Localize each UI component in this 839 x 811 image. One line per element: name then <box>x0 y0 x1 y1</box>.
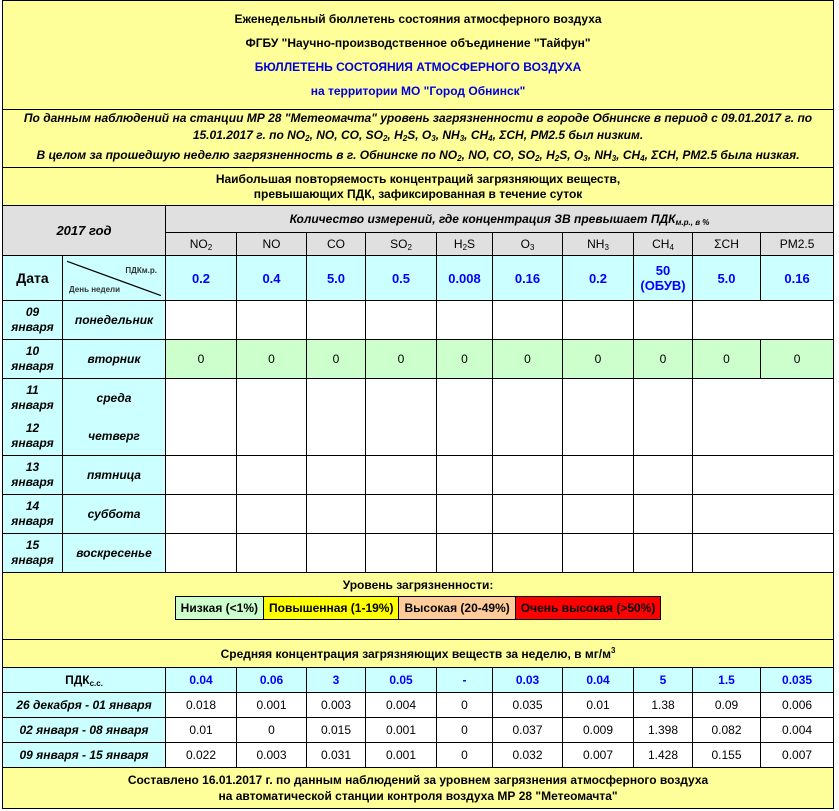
pollutant-2: CO <box>492 148 511 162</box>
pollutant-header-2 <box>307 233 366 256</box>
day-value-cell <box>237 417 307 456</box>
average-row <box>3 743 834 768</box>
pdk-cc-value: - <box>437 668 493 693</box>
day-value-cell: 0 <box>493 340 563 379</box>
average-value: 1.428 <box>634 743 693 768</box>
average-period: 02 января - 08 января <box>3 718 166 743</box>
day-value-cell <box>437 417 493 456</box>
summary-block <box>3 110 834 168</box>
repeatability-title <box>3 168 834 206</box>
average-value: 0.001 <box>366 743 437 768</box>
day-value-cell <box>761 534 834 573</box>
day-value-cell: 0 <box>634 340 693 379</box>
bulletin-header <box>3 1 834 110</box>
average-value: 0.035 <box>493 693 563 718</box>
table-row <box>3 379 834 418</box>
pollutant-header-5 <box>493 233 563 256</box>
pollutant-name-subscript: 2 <box>407 242 412 252</box>
pollutant-0: $NO_2$ <box>439 148 462 163</box>
day-value-cell <box>634 301 693 340</box>
pdk-cc-label-sub: с.с. <box>89 678 103 688</box>
average-value: 0.004 <box>366 693 437 718</box>
day-value-cell <box>237 301 307 340</box>
day-value-cell <box>166 301 237 340</box>
day-value-cell <box>366 534 437 573</box>
day-value-cell <box>237 456 307 495</box>
pollutant-header-0 <box>166 233 237 256</box>
summary-part-1: По данным наблюдений на станции МР 28 "Метеомачта" уровень загрязненности в городе Обнинске в период с 09.01.2017 г. по 15.01.2017 г. по <box>23 111 813 142</box>
pdk-cc-value: 0.04 <box>563 668 634 693</box>
diagonal-top-label: ПДКм.р. <box>125 266 157 275</box>
pollutant-3-subscript: 2 <box>534 154 540 163</box>
day-date: 11 января <box>3 379 63 418</box>
table-row <box>3 340 834 379</box>
average-period: 09 января - 15 января <box>3 743 166 768</box>
day-value-cell <box>693 379 761 418</box>
day-value-cell <box>634 495 693 534</box>
pdk-cc-value: 0.03 <box>493 668 563 693</box>
day-value-cell <box>166 379 237 418</box>
pollutant-2: CO <box>340 128 359 142</box>
table-row <box>3 301 834 340</box>
pdk-cc-value: 0.06 <box>237 668 307 693</box>
legend-item-elevated: Повышенная (1-19%) <box>264 597 399 620</box>
day-value-cell <box>563 456 634 495</box>
pdk-mr-value: 0.16 <box>493 256 563 301</box>
day-value-cell <box>693 301 761 340</box>
header-line-3: БЮЛЛЕТЕНЬ СОСТОЯНИЯ АТМОСФЕРНОГО ВОЗДУХА <box>254 60 582 74</box>
pollutant-name: $CH_4$ <box>652 236 674 252</box>
pollutant-name: $H_2S$ <box>453 236 476 252</box>
averages-title-sup: 3 <box>610 646 616 655</box>
day-value-cell: 0 <box>166 340 237 379</box>
date-column-label: Дата <box>3 256 63 301</box>
day-value-cell <box>563 534 634 573</box>
legend-item-very-high: Очень высокая (>50%) <box>515 597 661 620</box>
pdk-cc-label-text: ПДК <box>65 672 90 687</box>
day-value-cell <box>634 417 693 456</box>
repeatability-title-line-1: Наибольшая повторяемость концентраций загрязняющих веществ, <box>215 171 621 186</box>
average-value: 1.38 <box>634 693 693 718</box>
day-value-cell <box>366 417 437 456</box>
average-value: 0.004 <box>761 718 834 743</box>
pollutant-header-3 <box>366 233 437 256</box>
pollutant-name: ΣCH <box>714 237 739 251</box>
average-value: 0 <box>437 718 493 743</box>
pollutant-7: $CH_4$ <box>622 148 645 163</box>
day-value-cell <box>693 417 761 456</box>
pollutant-9: PM2.5 <box>530 128 566 142</box>
day-name: понедельник <box>63 301 166 340</box>
day-value-cell <box>761 495 834 534</box>
pdk-mr-value: 0.5 <box>366 256 437 301</box>
average-value: 0.01 <box>563 693 634 718</box>
pollutant-3: $SO_2$ <box>365 128 388 143</box>
pdk-cc-value: 0.04 <box>166 668 237 693</box>
pollutant-6: $NH_3$ <box>442 128 465 143</box>
summary-text-1 <box>3 110 833 147</box>
day-value-cell <box>166 417 237 456</box>
day-value-cell <box>307 456 366 495</box>
average-value: 0.01 <box>166 718 237 743</box>
pollutant-list: $NO_2$, NO, CO, $SO_2$, $H_2S$, $O_3$, $NH_3$, $CH_4$, ΣCH, PM2.5 <box>439 148 718 163</box>
average-value: 0.031 <box>307 743 366 768</box>
day-value-cell <box>437 301 493 340</box>
day-value-cell <box>166 456 237 495</box>
day-value-cell: 0 <box>237 340 307 379</box>
day-value-cell <box>761 301 834 340</box>
table-row <box>3 417 834 456</box>
pollutant-6: $NH_3$ <box>594 148 617 163</box>
day-name: воскресенье <box>63 534 166 573</box>
day-value-cell <box>166 534 237 573</box>
day-value-cell: 0 <box>307 340 366 379</box>
average-value: 0.09 <box>693 693 761 718</box>
pollutant-4-subscript: 2 <box>402 134 408 143</box>
pollution-level-legend <box>3 573 834 640</box>
day-value-cell <box>761 417 834 456</box>
pollutant-name-subscript: 2 <box>462 242 468 252</box>
day-value-cell <box>307 301 366 340</box>
day-name: четверг <box>63 417 166 456</box>
pdk-cc-value: 0.05 <box>366 668 437 693</box>
day-value-cell <box>563 417 634 456</box>
day-date: 13 января <box>3 456 63 495</box>
legend-item-low: Низкая (<1%) <box>175 597 263 620</box>
average-value: 0.155 <box>693 743 761 768</box>
table-row <box>3 456 834 495</box>
header-line-4: на территории МО "Город Обнинск" <box>310 84 526 98</box>
day-date: 15 января <box>3 534 63 573</box>
average-value: 0.082 <box>693 718 761 743</box>
count-header-sub: м.р., в % <box>675 217 710 227</box>
legend-title: Уровень загрязненности: <box>342 578 494 592</box>
day-value-cell <box>634 534 693 573</box>
day-value-cell <box>563 379 634 418</box>
day-value-cell <box>563 301 634 340</box>
pollutant-name: $SO_2$ <box>390 236 412 252</box>
pollutant-name-subscript: 2 <box>207 242 213 252</box>
day-value-cell: 0 <box>563 340 634 379</box>
day-name: среда <box>63 379 166 418</box>
pollutant-header-4 <box>437 233 493 256</box>
pollutant-8: ΣCH <box>651 148 676 162</box>
day-value-cell <box>307 379 366 418</box>
pollutant-1: NO <box>468 148 487 162</box>
pdk-mr-value: 0.4 <box>237 256 307 301</box>
pollutant-5: $O_3$ <box>421 128 436 143</box>
pollutant-name: $NH_3$ <box>587 236 609 252</box>
pdk-cc-value: 5 <box>634 668 693 693</box>
summary-text-2 <box>3 147 833 167</box>
header-line-1: Еженедельный бюллетень состояния атмосферного воздуха <box>234 12 602 26</box>
footer-line-2: на автоматической станции контроля воздуха МР 28 "Метеомачта" <box>218 789 618 803</box>
day-value-cell <box>237 379 307 418</box>
repeatability-title-line-2: превышающих ПДК, зафиксированная в течение суток <box>253 186 583 201</box>
pdk-mr-value: 5.0 <box>307 256 366 301</box>
average-value: 0 <box>237 718 307 743</box>
pollutant-5-subscript: 3 <box>583 154 588 163</box>
average-value: 0.001 <box>366 718 437 743</box>
pollutant-5-subscript: 3 <box>431 134 436 143</box>
day-value-cell <box>237 534 307 573</box>
pdk-mr-value: 50 (ОБУВ) <box>634 256 693 301</box>
average-period: 26 декабря - 01 января <box>3 693 166 718</box>
pdk-mr-value: 5.0 <box>693 256 761 301</box>
day-value-cell: 0 <box>761 340 834 379</box>
day-value-cell <box>307 534 366 573</box>
pollutant-name: $O_3$ <box>520 236 535 252</box>
day-date: 12 января <box>3 417 63 456</box>
pollutant-name: NO <box>262 237 281 251</box>
average-value: 0.032 <box>493 743 563 768</box>
pollutant-0: $NO_2$ <box>287 128 310 143</box>
pdk-cc-row <box>3 668 834 693</box>
table-row <box>3 495 834 534</box>
year-label: 2017 год <box>3 206 166 256</box>
day-value-cell <box>493 495 563 534</box>
day-date: 10 января <box>3 340 63 379</box>
day-value-cell <box>437 379 493 418</box>
average-value: 0.001 <box>237 693 307 718</box>
legend-items <box>175 596 662 620</box>
day-value-cell <box>437 534 493 573</box>
day-value-cell <box>761 379 834 418</box>
pollutant-7: $CH_4$ <box>470 128 493 143</box>
day-value-cell <box>437 456 493 495</box>
pdk-cc-label <box>3 668 166 693</box>
summary-end-2: была низкая. <box>717 148 800 162</box>
day-name: пятница <box>63 456 166 495</box>
day-value-cell <box>493 534 563 573</box>
day-value-cell <box>634 379 693 418</box>
pollutant-6-subscript: 3 <box>611 154 617 163</box>
pollutant-header-1 <box>237 233 307 256</box>
pollutant-7-subscript: 4 <box>488 134 493 143</box>
day-value-cell <box>493 379 563 418</box>
day-value-cell <box>307 495 366 534</box>
pollutant-0-subscript: 2 <box>305 134 310 143</box>
summary-part-2: В целом за прошедшую неделю загрязненность в г. Обнинске по <box>36 148 440 162</box>
average-value: 0.006 <box>761 693 834 718</box>
day-value-cell <box>693 534 761 573</box>
legend-item-high: Высокая (20-49%) <box>399 597 515 620</box>
day-value-cell <box>237 495 307 534</box>
average-value: 0.022 <box>166 743 237 768</box>
average-value: 0.003 <box>307 693 366 718</box>
pollutant-7-subscript: 4 <box>640 154 645 163</box>
average-value: 0.037 <box>493 718 563 743</box>
bulletin-table <box>2 0 834 809</box>
day-value-cell <box>493 301 563 340</box>
pollutant-0-subscript: 2 <box>457 154 462 163</box>
pollutant-name-subscript: 3 <box>604 242 609 252</box>
average-value: 0.009 <box>563 718 634 743</box>
diagonal-header-cell <box>63 256 166 301</box>
day-value-cell <box>563 495 634 534</box>
day-value-cell <box>366 379 437 418</box>
pollutant-header-9 <box>761 233 834 256</box>
average-value: 1.398 <box>634 718 693 743</box>
average-value: 0.007 <box>563 743 634 768</box>
pollutant-4: $H_2S$ <box>394 128 416 143</box>
day-value-cell: 0 <box>437 340 493 379</box>
pdk-mr-value: 0.2 <box>166 256 237 301</box>
diagonal-bottom-label: День недели <box>69 285 121 294</box>
average-value: 0.015 <box>307 718 366 743</box>
count-header <box>166 206 834 233</box>
day-date: 14 января <box>3 495 63 534</box>
day-value-cell <box>166 495 237 534</box>
day-value-cell <box>307 417 366 456</box>
pollutant-header-8 <box>693 233 761 256</box>
pollutant-list: $NO_2$, NO, CO, $SO_2$, $H_2S$, $O_3$, $NH_3$, $CH_4$, ΣCH, PM2.5 <box>287 128 566 143</box>
day-value-cell <box>493 456 563 495</box>
day-value-cell <box>493 417 563 456</box>
pdk-mr-value: 0.2 <box>563 256 634 301</box>
day-name: суббота <box>63 495 166 534</box>
pollutant-5: $O_3$ <box>573 148 588 163</box>
pdk-cc-value: 1.5 <box>693 668 761 693</box>
pdk-mr-value: 0.008 <box>437 256 493 301</box>
average-row <box>3 718 834 743</box>
header-line-2: ФГБУ "Научно-производственное объединение "Тайфун" <box>245 36 591 50</box>
average-value: 0.007 <box>761 743 834 768</box>
day-value-cell <box>437 495 493 534</box>
pollutant-4-subscript: 2 <box>554 154 560 163</box>
pdk-cc-value: 0.035 <box>761 668 834 693</box>
pollutant-4: $H_2S$ <box>546 148 568 163</box>
pollutant-name: PM2.5 <box>779 237 815 251</box>
day-value-cell <box>693 456 761 495</box>
summary-end-1: был низким. <box>565 128 644 142</box>
pollutant-8: ΣCH <box>499 128 524 142</box>
average-row <box>3 693 834 718</box>
pollutant-name-subscript: 3 <box>529 242 535 252</box>
pollutant-9: PM2.5 <box>682 148 718 162</box>
pollutant-6-subscript: 3 <box>459 134 465 143</box>
pollutant-name: $NO_2$ <box>189 236 213 252</box>
footer-line-1: Составлено 16.01.2017 г. по данным наблюдений за уровнем загрязнения атмосферного воздуха <box>127 773 709 787</box>
day-date: 09 января <box>3 301 63 340</box>
pdk-cc-value: 3 <box>307 668 366 693</box>
average-value: 0.018 <box>166 693 237 718</box>
day-value-cell: 0 <box>366 340 437 379</box>
day-value-cell <box>634 456 693 495</box>
pollutant-3: $SO_2$ <box>517 148 540 163</box>
pollutant-name: CO <box>327 237 345 251</box>
pollutant-1: NO <box>316 128 335 142</box>
averages-title <box>3 640 834 668</box>
day-value-cell <box>366 301 437 340</box>
day-value-cell <box>693 495 761 534</box>
pollutant-name-subscript: 4 <box>669 242 674 252</box>
day-value-cell <box>366 495 437 534</box>
pdk-mr-value: 0.16 <box>761 256 834 301</box>
table-row <box>3 534 834 573</box>
pollutant-header-7 <box>634 233 693 256</box>
pollutant-header-6 <box>563 233 634 256</box>
count-header-text: Количество измерений, где концентрация ЗВ превышает ПДК <box>289 211 676 226</box>
averages-title-text: Средняя концентрация загрязняющих веществ за неделю, в мг/м <box>220 647 611 661</box>
average-value: 0 <box>437 693 493 718</box>
pollutant-3-subscript: 2 <box>382 134 388 143</box>
average-value: 0 <box>437 743 493 768</box>
footer <box>3 768 834 809</box>
day-name: вторник <box>63 340 166 379</box>
day-value-cell <box>761 456 834 495</box>
day-value-cell: 0 <box>693 340 761 379</box>
average-value: 0.003 <box>237 743 307 768</box>
day-value-cell <box>366 456 437 495</box>
